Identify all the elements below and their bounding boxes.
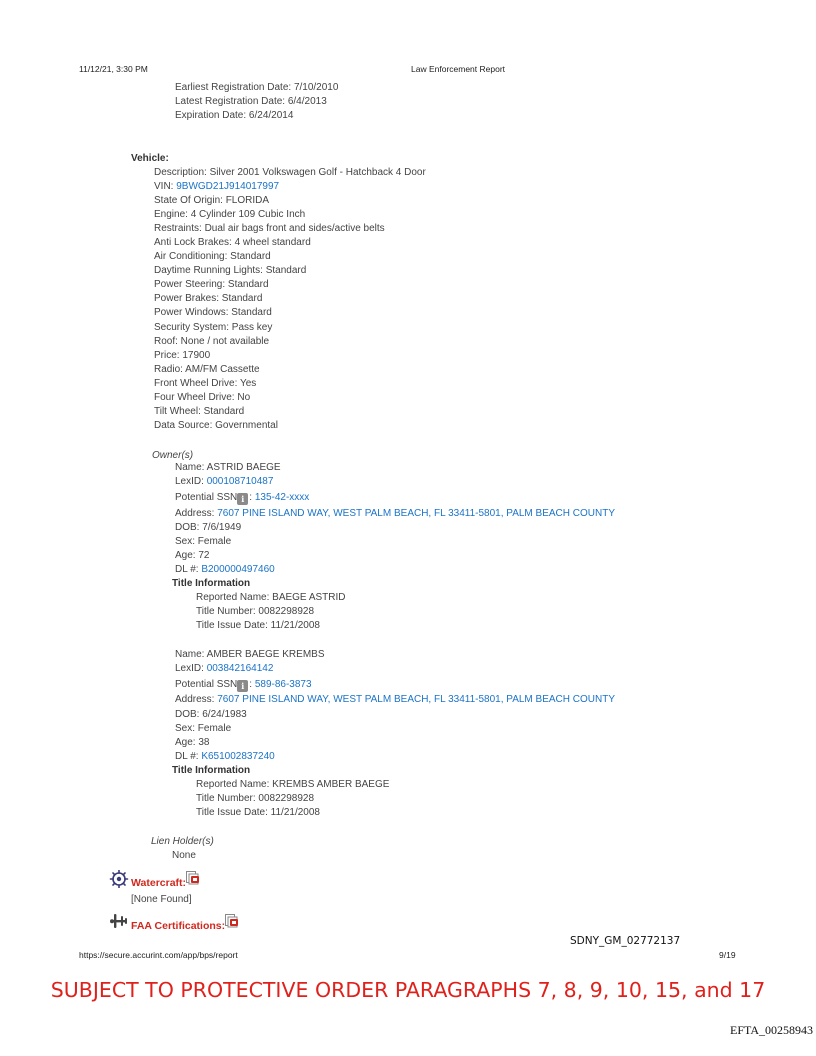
owner-age: Age: 38 xyxy=(175,737,210,748)
owner-dob: DOB: 6/24/1983 xyxy=(175,709,247,720)
page-number: 9/19 xyxy=(719,950,736,960)
report-title: Law Enforcement Report xyxy=(411,64,506,74)
dl-link[interactable]: K651002837240 xyxy=(201,751,275,762)
title-info-heading: Title Information xyxy=(172,578,251,589)
title-issue-date: Title Issue Date: 11/21/2008 xyxy=(196,807,320,818)
vin-row xyxy=(154,180,279,194)
vehicle-detail-line: Four Wheel Drive: No xyxy=(154,391,251,403)
vehicle-detail-line: Data Source: Governmental xyxy=(154,419,278,431)
owner-dl-row xyxy=(175,750,275,764)
info-icon[interactable]: i xyxy=(237,493,248,505)
ssn-label: Potential SSN xyxy=(175,679,238,690)
lexid-label: LexID: xyxy=(175,476,207,487)
ssn-separator: : xyxy=(249,492,255,503)
vehicle-detail-line: Security System: Pass key xyxy=(154,321,273,333)
info-icon[interactable]: i xyxy=(237,680,248,692)
lexid-link[interactable]: 000108710487 xyxy=(206,476,274,487)
lexid-link[interactable]: 003842164142 xyxy=(206,663,274,674)
address-label: Address: xyxy=(175,694,218,705)
title-issue-date: Title Issue Date: 11/21/2008 xyxy=(196,620,320,631)
owners-heading: Owner(s) xyxy=(152,450,194,461)
watercraft-icon xyxy=(109,870,129,888)
vehicle-detail-line: Power Steering: Standard xyxy=(154,279,269,291)
owner-sex: Sex: Female xyxy=(175,536,232,547)
latest-registration: Latest Registration Date: 6/4/2013 xyxy=(175,96,327,107)
protective-order-banner: SUBJECT TO PROTECTIVE ORDER PARAGRAPHS 7, 8, 9, 10, 15, and 17 xyxy=(50,978,766,1002)
lexid-label: LexID: xyxy=(175,663,207,674)
address-label: Address: xyxy=(175,508,218,519)
dl-link[interactable]: B200000497460 xyxy=(201,564,275,575)
vehicle-detail-line: Power Brakes: Standard xyxy=(154,293,263,305)
owner-ssn-row xyxy=(175,678,312,692)
owner-lexid-row xyxy=(175,475,273,489)
expiration-date: Expiration Date: 6/24/2014 xyxy=(175,110,294,121)
faa-heading: FAA Certifications: xyxy=(131,920,226,932)
vehicle-detail-line: Tilt Wheel: Standard xyxy=(154,405,245,417)
owner-dl-row xyxy=(175,563,275,577)
title-number: Title Number: 0082298928 xyxy=(196,606,315,617)
vehicle-detail-line: Radio: AM/FM Cassette xyxy=(154,363,260,375)
ssn-label: Potential SSN xyxy=(175,492,238,503)
vehicle-detail-line: Anti Lock Brakes: 4 wheel standard xyxy=(154,237,311,249)
sdny-number: SDNY_GM_02772137 xyxy=(570,935,681,947)
owner-lexid-row xyxy=(175,662,273,676)
owner-address-row xyxy=(175,693,615,707)
dl-label: DL #: xyxy=(175,564,202,575)
vin-label: VIN: xyxy=(154,181,177,192)
vehicle-description: Description: Silver 2001 Volkswagen Golf - Hatchback 4 Door xyxy=(154,167,426,178)
owner-address-row xyxy=(175,507,615,521)
owner-name: Name: ASTRID BAEGE xyxy=(175,462,281,473)
watercraft-heading: Watercraft: xyxy=(131,877,187,889)
owner-sex: Sex: Female xyxy=(175,723,232,734)
lien-value: None xyxy=(172,850,196,861)
vehicle-detail-line: Daytime Running Lights: Standard xyxy=(154,265,307,277)
ssn-separator: : xyxy=(249,679,255,690)
dl-label: DL #: xyxy=(175,751,202,762)
vehicle-detail-line: Power Windows: Standard xyxy=(154,307,272,319)
vehicle-heading: Vehicle: xyxy=(131,153,169,164)
vehicle-detail-line: Restraints: Dual air bags front and sides/active belts xyxy=(154,223,385,235)
aircraft-icon xyxy=(109,913,129,929)
vehicle-detail-line: Engine: 4 Cylinder 109 Cubic Inch xyxy=(154,209,306,221)
vehicle-detail-line: Roof: None / not available xyxy=(154,335,270,347)
print-datetime: 11/12/21, 3:30 PM xyxy=(79,64,148,74)
title-number: Title Number: 0082298928 xyxy=(196,793,315,804)
title-reported-name: Reported Name: BAEGE ASTRID xyxy=(196,592,346,603)
ssn-link[interactable]: 589-86-3873 xyxy=(254,679,312,690)
vehicle-detail-line: Front Wheel Drive: Yes xyxy=(154,377,257,389)
footer-url[interactable]: https://secure.accurint.com/app/bps/report xyxy=(79,950,238,960)
title-reported-name: Reported Name: KREMBS AMBER BAEGE xyxy=(196,779,390,790)
vehicle-detail-line: Air Conditioning: Standard xyxy=(154,251,271,263)
pdf-export-icon[interactable] xyxy=(224,913,239,931)
vehicle-detail-line: State Of Origin: FLORIDA xyxy=(154,195,270,206)
address-link[interactable]: 7607 PINE ISLAND WAY, WEST PALM BEACH, FL 33411-5801, PALM BEACH COUNTY xyxy=(217,694,615,705)
ssn-link[interactable]: 135-42-xxxx xyxy=(254,492,310,503)
earliest-registration: Earliest Registration Date: 7/10/2010 xyxy=(175,82,339,93)
owner-dob: DOB: 7/6/1949 xyxy=(175,522,242,533)
title-info-heading: Title Information xyxy=(172,765,251,776)
owner-ssn-row xyxy=(175,491,309,505)
owner-age: Age: 72 xyxy=(175,550,210,561)
vin-link[interactable]: 9BWGD21J914017997 xyxy=(176,181,280,192)
address-link[interactable]: 7607 PINE ISLAND WAY, WEST PALM BEACH, FL 33411-5801, PALM BEACH COUNTY xyxy=(217,508,615,519)
lien-heading: Lien Holder(s) xyxy=(151,836,214,847)
owner-name: Name: AMBER BAEGE KREMBS xyxy=(175,649,325,660)
vehicle-detail-line: Price: 17900 xyxy=(154,349,211,361)
bates-number: EFTA_00258943 xyxy=(730,1023,814,1037)
watercraft-value: [None Found] xyxy=(131,894,192,905)
pdf-export-icon[interactable] xyxy=(185,870,200,888)
